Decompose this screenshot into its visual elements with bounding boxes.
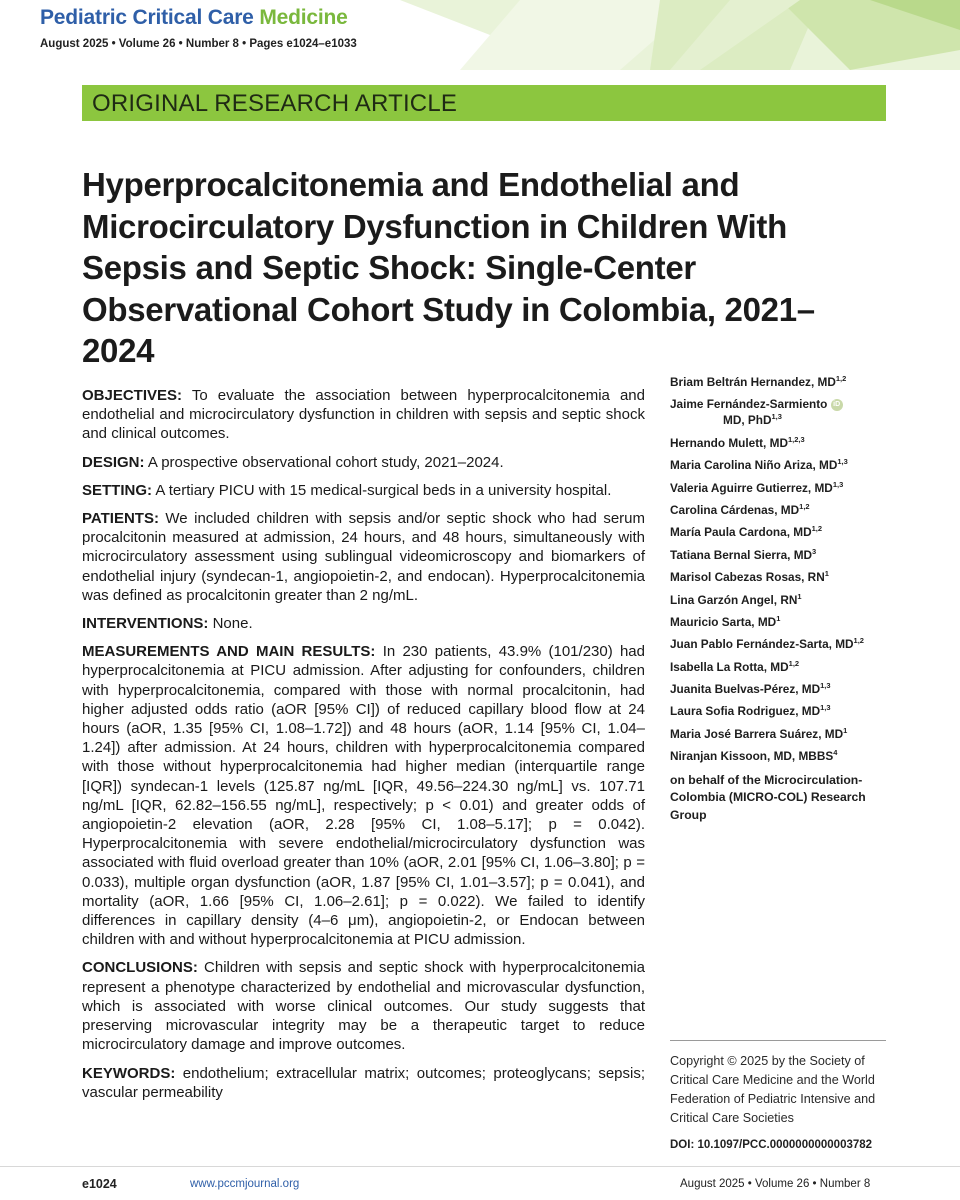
research-group: on behalf of the Microcirculation-Colombia (MICRO-COL) Research Group bbox=[670, 772, 866, 822]
author-affiliation: 1,3 bbox=[820, 681, 831, 691]
abstract-patients bbox=[82, 509, 645, 605]
article-type-label: ORIGINAL RESEARCH ARTICLE bbox=[92, 90, 458, 117]
design-label: DESIGN: bbox=[82, 453, 145, 471]
setting-label: SETTING: bbox=[82, 481, 152, 499]
author-affiliation: 1,2 bbox=[853, 636, 864, 646]
author-item bbox=[670, 458, 900, 472]
interventions-text: None. bbox=[212, 615, 253, 633]
author-affiliation: 1 bbox=[843, 725, 848, 735]
author-affiliation: 1,2,3 bbox=[787, 434, 805, 444]
author-affiliation: 1,3 bbox=[837, 457, 848, 467]
keywords-label: KEYWORDS: bbox=[82, 1064, 176, 1082]
author-name: Carolina Cárdenas, MD bbox=[670, 502, 800, 517]
author-affiliation: 1,3 bbox=[820, 703, 831, 713]
objectives-label: OBJECTIVES: bbox=[82, 387, 183, 404]
abstract-setting bbox=[82, 481, 645, 500]
abstract-keywords bbox=[82, 1064, 645, 1102]
journal-title bbox=[40, 6, 348, 30]
author-name: Juan Pablo Fernández-Sarta, MD bbox=[670, 637, 854, 652]
author-name: Valeria Aguirre Gutierrez, MD bbox=[670, 480, 833, 495]
author-name: Jaime Fernández-Sarmiento bbox=[670, 397, 828, 412]
author-item bbox=[670, 593, 900, 607]
conclusions-label: CONCLUSIONS: bbox=[82, 959, 198, 977]
abstract-results bbox=[82, 642, 645, 949]
orcid-icon[interactable]: iD bbox=[831, 399, 843, 411]
author-item bbox=[670, 727, 900, 741]
abstract-design bbox=[82, 453, 645, 472]
author-item bbox=[670, 525, 900, 539]
author-name: Lina Garzón Angel, RN bbox=[670, 592, 798, 607]
author-name: Tatiana Bernal Sierra, MD bbox=[670, 547, 813, 562]
author-name: Maria José Barrera Suárez, MD bbox=[670, 726, 844, 741]
author-item bbox=[670, 481, 900, 495]
author-name: Isabella La Rotta, MD bbox=[670, 659, 789, 674]
author-name: MD, PhD bbox=[723, 413, 772, 428]
author-affiliation: 3 bbox=[812, 546, 817, 556]
author-name: Hernando Mulett, MD bbox=[670, 435, 788, 450]
abstract-interventions bbox=[82, 614, 645, 633]
abstract bbox=[82, 386, 645, 1111]
author-list bbox=[670, 375, 900, 824]
author-affiliation: 1,2 bbox=[788, 658, 800, 668]
author-item bbox=[670, 704, 900, 718]
author-name: María Paula Cardona, MD bbox=[670, 525, 812, 540]
author-item bbox=[670, 397, 900, 411]
author-item bbox=[670, 637, 900, 651]
author-item bbox=[670, 548, 900, 562]
results-label: MEASUREMENTS AND MAIN RESULTS: bbox=[82, 643, 376, 661]
author-name: Juanita Buelvas-Pérez, MD bbox=[670, 682, 821, 697]
journal-website-link[interactable]: www.pccmjournal.org bbox=[190, 1178, 300, 1190]
journal-title-part1: Pediatric Critical Care bbox=[40, 6, 254, 29]
author-item bbox=[670, 413, 900, 427]
patients-text: We included children with sepsis and/or septic shock who had serum procalcitonin measured at admission, 24 hours, and 48 hours, simultaneously with microcirculatory assessment using sublingual videomicroscopy and biomarkers of endothelial injury (syndecan-1, angiopoietin-2, and endocan). Hyperprocalcitonemia was defined as procalcitonin greater than 2 ng/mL. bbox=[82, 510, 645, 604]
footer-divider bbox=[0, 1166, 960, 1167]
article-title: Hyperprocalcitonemia and Endothelial and Microcirculatory Dysfunction in Children With Sepsis and Septic Shock: Single-Center Observational Cohort Study in Colombia, 2021–2024 bbox=[82, 166, 815, 369]
author-item bbox=[670, 749, 900, 763]
author-name: Laura Sofia Rodriguez, MD bbox=[670, 704, 821, 719]
article-type-banner bbox=[82, 85, 886, 121]
author-item bbox=[670, 682, 900, 696]
author-name: Niranjan Kissoon, MD, MBBS bbox=[670, 749, 834, 764]
author-affiliation: 1,2 bbox=[811, 524, 823, 534]
author-item bbox=[670, 375, 900, 389]
abstract-conclusions bbox=[82, 958, 645, 1054]
author-name: Briam Beltrán Hernandez, MD bbox=[670, 375, 836, 389]
author-affiliation: 4 bbox=[833, 748, 838, 758]
page-number: e1024 bbox=[82, 1177, 117, 1191]
design-text: A prospective observational cohort study, 2021–2024. bbox=[147, 453, 504, 471]
issue-line: August 2025 • Volume 26 • Number 8 • Pages e1024–e1033 bbox=[40, 38, 357, 50]
doi[interactable]: DOI: 10.1097/PCC.0000000000003782 bbox=[670, 1139, 873, 1151]
author-item bbox=[670, 570, 900, 584]
header-decorative-pattern bbox=[400, 0, 960, 70]
author-item bbox=[670, 615, 900, 629]
author-item bbox=[670, 503, 900, 517]
author-name: Marisol Cabezas Rosas, RN bbox=[670, 570, 825, 585]
copyright-notice: Copyright © 2025 by the Society of Critical Care Medicine and the World Federation of Pediatric Intensive and Critical Care Societies bbox=[670, 1054, 876, 1125]
author-affiliation: 1,3 bbox=[832, 479, 844, 489]
author-name: Mauricio Sarta, MD bbox=[670, 614, 777, 629]
objectives-text: To evaluate the association between hyperprocalcitonemia and endothelial and microcirculatory dysfunction in children with sepsis and septic shock and clinical outcomes. bbox=[82, 387, 645, 443]
author-affiliation: 1,2 bbox=[799, 502, 810, 512]
author-affiliation: 1 bbox=[776, 613, 781, 623]
abstract-objectives bbox=[82, 386, 645, 444]
author-affiliation: 1 bbox=[797, 591, 802, 601]
conclusions-text: Children with sepsis and septic shock with hyperprocalcitonemia represent a phenotype characterized by endothelial and microvascular dysfunction, which is associated with worse clinical outcomes. Our study suggests that preserving microvascular integrity may be a therapeutic target to reduce microcirculatory damage and improve outcomes. bbox=[82, 959, 645, 1054]
setting-text: A tertiary PICU with 15 medical-surgical beds in a university hospital. bbox=[155, 481, 612, 499]
keywords-text: endothelium; extracellular matrix; outcomes; proteoglycans; sepsis; vascular permeability bbox=[82, 1064, 646, 1101]
patients-label: PATIENTS: bbox=[82, 510, 159, 528]
interventions-label: INTERVENTIONS: bbox=[82, 615, 209, 633]
author-item bbox=[670, 436, 900, 450]
footer-issue-line: August 2025 • Volume 26 • Number 8 bbox=[680, 1178, 871, 1190]
copyright-divider bbox=[670, 1040, 886, 1041]
author-item bbox=[670, 660, 900, 674]
results-text: In 230 patients, 43.9% (101/230) had hyperprocalcitonemia at PICU admission. After adjusting for confounders, children with hyperprocalcitonemia, compared with those with normal procalcitonin, had higher adjusted odds ratio (aOR [95% CI]) of reduced capillary blood flow at 24 hours (aOR, 1.35 [95% CI, 1.08–1.72]) and 48 hours (aOR, 1.14 [95% CI, 1.04–1.24]) after admission. At 24 hours, children with hyperprocalcitonemia compared with those without hyperprocalcitonemia had higher median (interquartile range [IQR]) syndecan-1 levels (125.87 ng/mL [IQR, 49.56–224.30 ng/mL] vs. 107.71 ng/mL [IQR, 62.82–156.55 ng/mL], respectively; p < 0.01) and greater odds of angiopoietin-2 elevation (aOR, 2.28 [95% CI, 1.08–5.17]; p = 0.042). Hyperprocalcitonemia with severe endothelial/microcirculatory dysfunction was associated with fluid overload greater than 10% (aOR, 2.01 [95% CI, 1.06–3.80]; p = 0.033), multiple organ dysfunction (aOR, 1.87 [95% CI, 1.01–3.57]; p = 0.041), and mortality (aOR, 1.66 [95% CI, 1.06–2.61]; p = 0.022). We failed to identify differences in capillary density (4–6 μm), angiopoietin-2, or Endocan between children with and without hyperprocalcitonemia at PICU admission. bbox=[82, 643, 645, 949]
author-affiliation: 1,2 bbox=[835, 374, 847, 384]
author-affiliation: 1,3 bbox=[771, 412, 782, 422]
journal-title-part2: Medicine bbox=[259, 6, 348, 29]
author-name: Maria Carolina Niño Ariza, MD bbox=[670, 458, 838, 473]
author-affiliation: 1 bbox=[824, 569, 829, 579]
